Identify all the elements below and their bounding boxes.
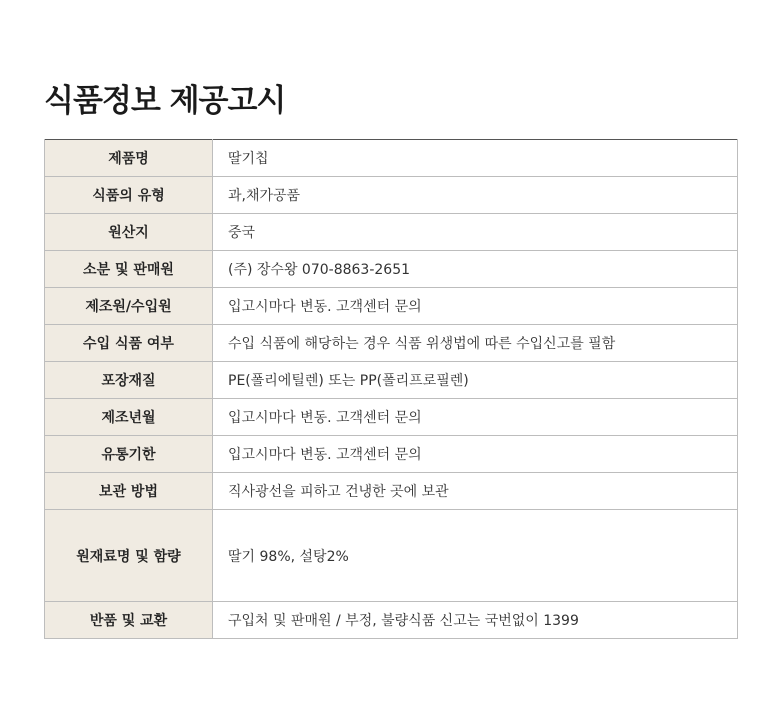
page-title: 식품정보 제공고시 (44, 83, 286, 119)
row-label: 식품의 유형 (45, 177, 213, 214)
table-row (45, 177, 738, 214)
table-row (45, 510, 738, 602)
row-label: 수입 식품 여부 (45, 325, 213, 362)
table-row (45, 288, 738, 325)
row-label: 제조년월 (45, 399, 213, 436)
row-label: 원산지 (45, 214, 213, 251)
row-label: 제조원/수입원 (45, 288, 213, 325)
row-label: 원재료명 및 함량 (45, 510, 213, 602)
row-value: 딸기 98%, 설탕2% (213, 510, 738, 602)
row-label: 보관 방법 (45, 473, 213, 510)
table-row (45, 140, 738, 177)
row-value: 딸기칩 (213, 140, 738, 177)
row-value: 과,채가공품 (213, 177, 738, 214)
row-label: 반품 및 교환 (45, 602, 213, 639)
row-label: 유통기한 (45, 436, 213, 473)
row-value: 입고시마다 변동. 고객센터 문의 (213, 436, 738, 473)
row-value: 입고시마다 변동. 고객센터 문의 (213, 288, 738, 325)
table-row (45, 602, 738, 639)
table-row (45, 325, 738, 362)
table-row (45, 436, 738, 473)
row-value: 수입 식품에 해당하는 경우 식품 위생법에 따른 수입신고를 필함 (213, 325, 738, 362)
row-value: PE(폴리에틸렌) 또는 PP(폴리프로필렌) (213, 362, 738, 399)
food-info-table (44, 139, 738, 639)
table-row (45, 473, 738, 510)
row-label: 포장재질 (45, 362, 213, 399)
row-value: 직사광선을 피하고 건냉한 곳에 보관 (213, 473, 738, 510)
row-value: 중국 (213, 214, 738, 251)
table-row (45, 362, 738, 399)
row-value: (주) 장수왕 070-8863-2651 (213, 251, 738, 288)
row-value: 구입처 및 판매원 / 부정, 불량식품 신고는 국번없이 1399 (213, 602, 738, 639)
table-row (45, 399, 738, 436)
table-row (45, 214, 738, 251)
row-value: 입고시마다 변동. 고객센터 문의 (213, 399, 738, 436)
row-label: 제품명 (45, 140, 213, 177)
table-row (45, 251, 738, 288)
row-label: 소분 및 판매원 (45, 251, 213, 288)
